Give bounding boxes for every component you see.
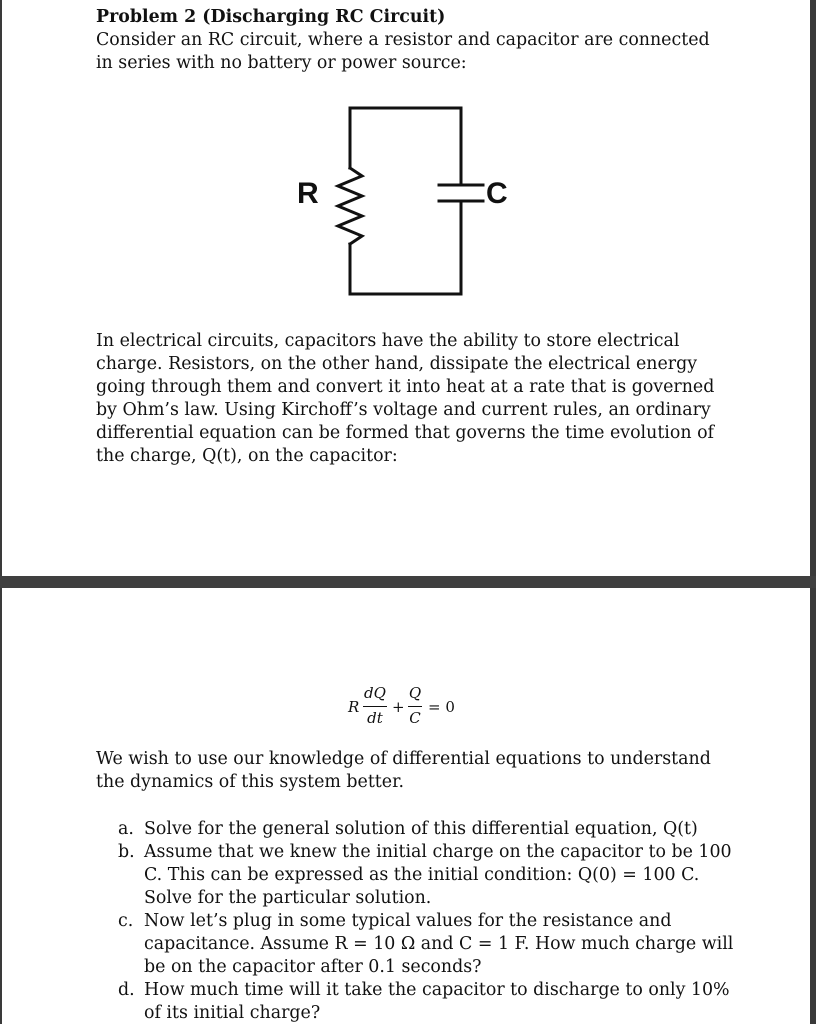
question-marker: d. — [118, 980, 135, 1000]
page-separator — [0, 576, 816, 588]
equation-fraction-bar-1 — [363, 706, 387, 707]
question-item — [96, 910, 736, 979]
question-item — [96, 818, 736, 841]
question-marker: b. — [118, 842, 135, 862]
differential-equation — [344, 680, 484, 730]
question-text: Now let’s plug in some typical values for the resistance and capacitance. Assume R = 10 Ω and C = 1 F. How much charge will be on the capacitor after 0.1 seconds? — [144, 911, 734, 977]
question-text: Assume that we knew the initial charge on the capacitor to be 100 C. This can be expressed as the initial condition: Q(0) = 100 C. Solve for the particular solution. — [144, 842, 732, 908]
equation-fraction-bar-2 — [408, 706, 422, 707]
resistor-label: R — [297, 177, 319, 210]
equation-denominator-2: C — [409, 709, 421, 727]
equation-numerator-2: Q — [408, 684, 422, 702]
equation-numerator-1: dQ — [364, 684, 386, 702]
resistor-symbol — [338, 168, 362, 244]
capacitor-label: C — [486, 177, 508, 210]
question-marker: c. — [118, 911, 134, 931]
paragraph-goal: We wish to use our knowledge of differential equations to understand the dynamics of this system better. — [96, 749, 711, 792]
question-item — [96, 979, 736, 1024]
question-list — [96, 818, 736, 1024]
equation-coefficient: R — [348, 698, 360, 716]
equation-denominator-1: dt — [367, 709, 383, 727]
equation-plus: + — [392, 698, 405, 716]
rc-circuit-diagram — [285, 100, 525, 310]
equation-equals: = 0 — [428, 698, 455, 716]
question-marker: a. — [118, 819, 134, 839]
question-text: How much time will it take the capacitor to discharge to only 10% of its initial charge? — [144, 980, 730, 1023]
problem-intro: Consider an RC circuit, where a resistor and capacitor are connected in series with no battery or power source: — [96, 30, 710, 73]
question-text: Solve for the general solution of this differential equation, Q(t) — [144, 819, 698, 839]
problem-title: Problem 2 (Discharging RC Circuit) — [96, 7, 446, 27]
question-item — [96, 841, 736, 910]
paragraph-intro-capacitors: In electrical circuits, capacitors have the ability to store electrical charge. Resistors, on the other hand, dissipate the electrical energy going through them and convert it into heat at a rate that is governed by Ohm’s law. Using Kirchoff’s voltage and current rules, an ordinary differential equation can be formed that governs the time evolution of the charge, Q(t), on the capacitor: — [96, 331, 715, 466]
